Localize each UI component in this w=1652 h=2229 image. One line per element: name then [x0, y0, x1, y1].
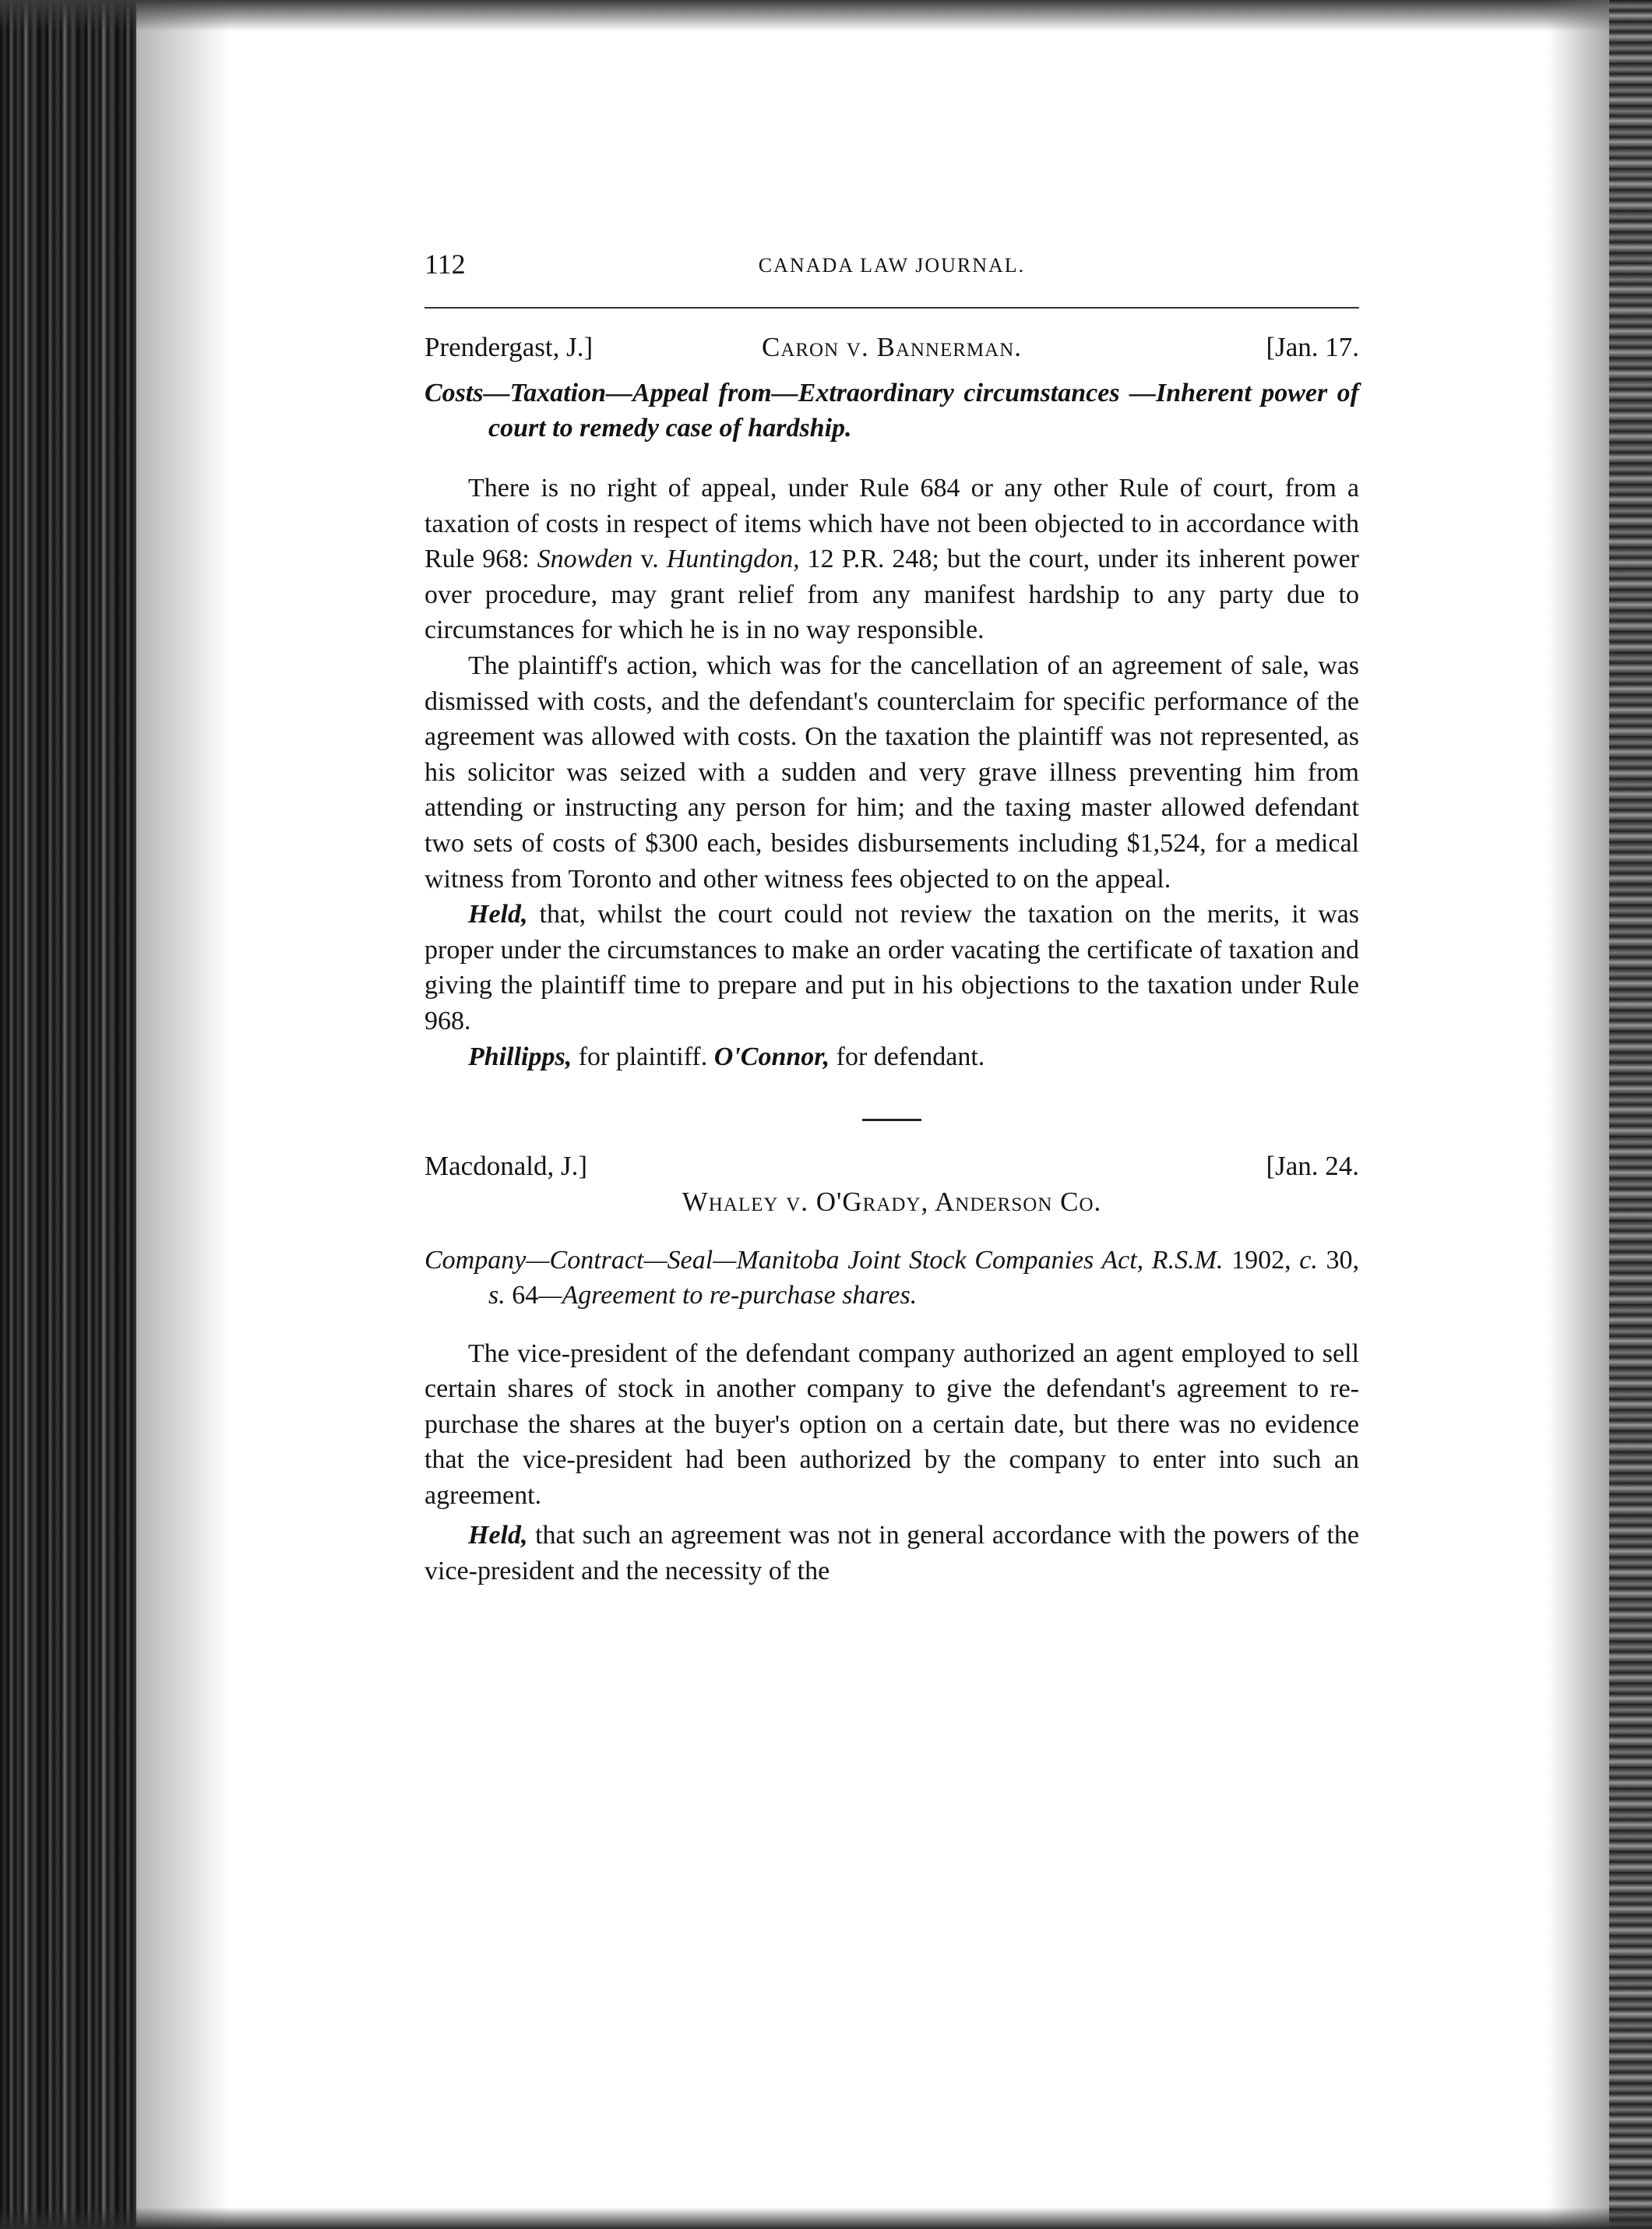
case1-title: Caron v. Bannerman. — [761, 332, 1023, 362]
case1-counsel — [424, 1039, 1359, 1075]
case1-para1-text-c: 12 P.R. 248; but the court, under its inherent power over procedure, may grant relief from any manifest hardship to any party due to circumstances for which he is in no way responsible. — [424, 545, 1359, 645]
case2-title: Whaley v. O'Grady, Anderson Co. — [682, 1186, 1102, 1217]
running-head: CANADA LAW JOURNAL. — [758, 254, 1026, 277]
scan-top-edge — [0, 0, 1652, 31]
case2-headnote-b: —Agreement to re-purchase shares. — [538, 1280, 918, 1310]
case1-paragraph-2: The plaintiff's action, which was for the cancellation of an agreement of sale, was dismissed with costs, and the defendant's counterclaim for specific performance of the agreement was allowed with costs. On the taxation the plaintiff was not represented, as his solicitor was seized with a sudden and very grave illness preventing him from attending or instructing any person for him; and the taxing master allowed defendant two sets of costs of $300 each, besides disbursements including $1,524, for a medical witness from Toronto and other witness fees objected to on the appeal. — [424, 651, 1359, 894]
case1-date: [Jan. 17. — [1266, 332, 1359, 362]
case1-para1-text-b: v. — [632, 545, 667, 574]
case1-citation-snowden: Snowden — [537, 545, 633, 574]
case1-judge: Prendergast, J.] — [424, 332, 594, 362]
page-number: 112 — [424, 249, 466, 280]
case2-headnote-s: s. — [488, 1280, 505, 1310]
case2-headnote-year: 1902, — [1223, 1245, 1300, 1275]
case1-paragraph-1 — [424, 471, 1359, 648]
case2-headnote-c: c. — [1299, 1245, 1318, 1275]
scan-right-shadow — [1547, 0, 1609, 2229]
journal-page — [424, 248, 1359, 1589]
case1-headnote: Costs—Taxation—Appeal from—Extraordinary circumstances —Inherent power of court to remedy case of hardship. — [424, 379, 1359, 443]
scan-bottom-edge — [0, 2207, 1652, 2229]
case1-para1-text-a: There is no right of appeal, under Rule 684 or any other Rule of court, from a taxation of costs in respect of items which have not been objected to in accordance with Rule 968: — [424, 474, 1359, 574]
scan-binding-right-edge — [1609, 0, 1652, 2229]
case1-held — [424, 897, 1359, 1039]
scan-binding-shadow — [136, 0, 230, 2229]
counsel-plaintiff-name: Phillipps, — [468, 1042, 572, 1071]
case2-held-label: Held, — [468, 1521, 528, 1550]
page-header — [424, 248, 1359, 288]
case2-headnote — [424, 1243, 1359, 1313]
scan-binding-left-edge — [0, 0, 136, 2229]
case2-headnote-chapter: 30, — [1317, 1245, 1360, 1275]
case1-held-label: Held, — [468, 900, 528, 929]
case1-heading — [424, 332, 1359, 368]
case2-date: [Jan. 24. — [1266, 1150, 1359, 1181]
counsel-plaintiff-text: for plaintiff. — [572, 1042, 714, 1071]
case2-judge: Macdonald, J.] — [424, 1150, 587, 1181]
case2-headnote-a: Company—Contract—Seal—Manitoba Joint Stock Companies Act, R.S.M. — [424, 1245, 1224, 1275]
case1-citation-huntingdon: Huntingdon, — [666, 545, 800, 574]
case2-heading — [424, 1151, 1359, 1226]
case2-headnote-section: 64 — [505, 1280, 539, 1310]
case1-held-text: that, whilst the court could not review the taxation on the merits, it was proper under the circumstances to make an order vacating the certificate of taxation and giving the plaintiff time to prepare and put in his objections to the taxation under Rule 968. — [424, 900, 1359, 1035]
case2-paragraph-1: The vice-president of the defendant company authorized an agent employed to sell certain shares of stock in another company to give the defendant's agreement to re-purchase the shares at the buyer's option on a certain date, but there was no evidence that the vice-president had been authorized by the company to enter into such an agreement. — [424, 1338, 1359, 1510]
case2-held — [424, 1518, 1359, 1589]
case2-held-text: that such an agreement was not in general accordance with the powers of the vice-president and the necessity of the — [424, 1521, 1359, 1586]
counsel-defendant-name: O'Connor, — [713, 1042, 830, 1071]
header-rule — [424, 307, 1359, 309]
case-separator-rule — [862, 1119, 921, 1121]
counsel-defendant-text: for defendant. — [830, 1042, 985, 1071]
